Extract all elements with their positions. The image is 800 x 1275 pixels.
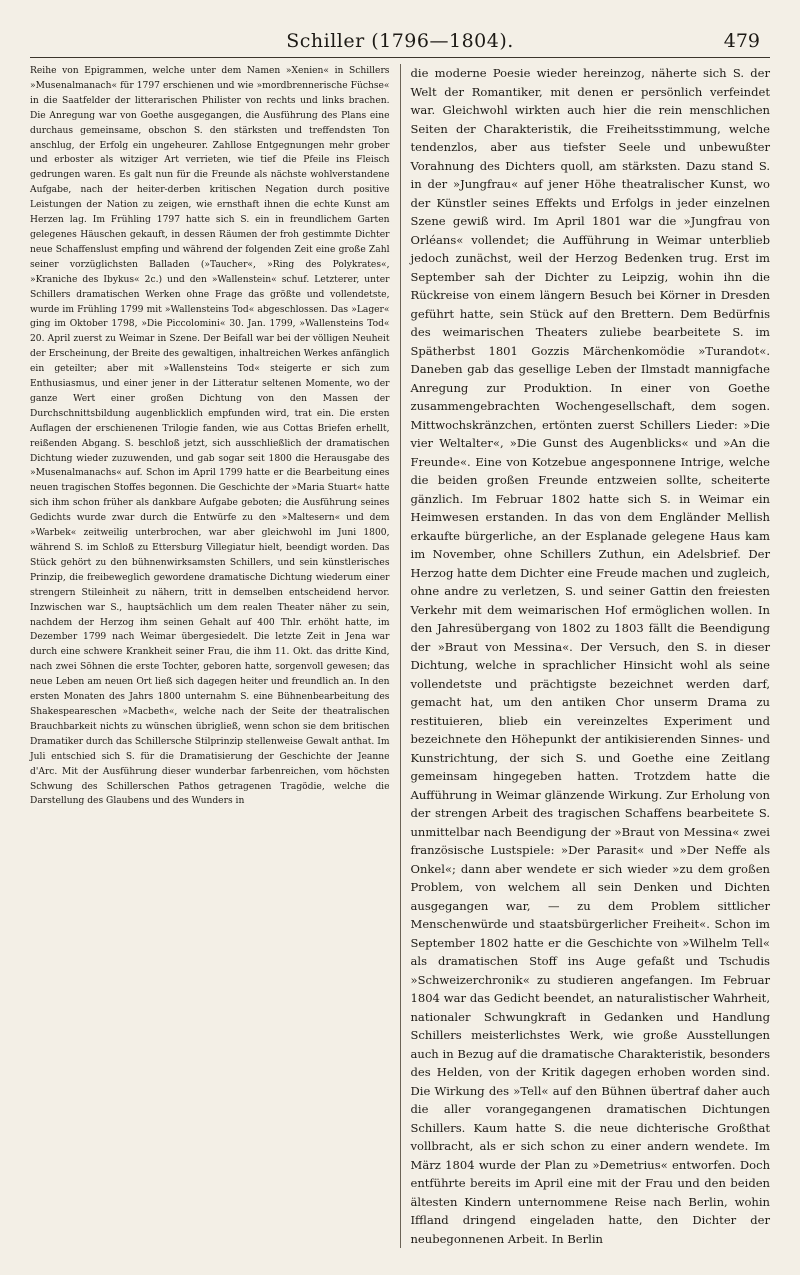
right-column-text: die moderne Poesie wieder hereinzog, näherte sich S. der Welt der Romantiker, mit denen er persönlich verfeindet war. Gleichwohl wirkten auch hier die rein menschlichen Seiten der Charakteristik, die Freiheitsstimmung, welche tendenzlos, aber aus tiefster Seele und unbewußter Vorahnung des Dichters quoll, am stärksten. Dazu stand S. in der »Jungfrau« auf jener Höhe theatralischer Kunst, wo der Künstler seines Effekts und Erfolgs in jeder einzelnen Szene gewiß wird. Im April 1801 war die »Jungfrau von Orléans« vollendet; die Aufführung in Weimar unterblieb jedoch zunächst, weil der Herzog Bedenken trug. Erst im September sah der Dichter zu Leipzig, wohin ihn die Rückreise von einem längern Besuch bei Körner in Dresden geführt hatte, sein Stück auf den Brettern. Dem Bedürfnis des weimarischen Theaters zuliebe bearbeitete S. im Spätherbst 1801 Gozzis Märchenkomödie »Turandot«. Daneben gab das gesellige Leben der Ilmstadt mannigfache Anregung zur Produktion. In einer von Goethe zusammengebrachten Wochengesellschaft, dem sogen. Mittwochskränzchen, ertönten zuerst Schillers Lieder: »Die vier Weltalter«, »Die Gunst des Augenblicks« und »An die Freunde«. Eine von Kotzebue angesponnene Intrige, welche die beiden großen Freunde entzweien sollte, scheiterte gänzlich. Im Februar 1802 hatte sich S. in Weimar ein Heimwesen erstanden. In das von dem Engländer Mellish erkaufte bürgerliche, an der Esplanade gelegene Haus kam im November, ohne Schillers Zuthun, ein Adelsbrief. Der Herzog hatte dem Dichter eine Freude machen und zugleich, ohne andre zu verletzen, S. und seiner Gattin den freiesten Verkehr mit dem weimarischen Hof ermöglichen wollen. In den Jahresübergang von 1802 zu 1803 fällt die Beendigung der »Braut von Messina«. Der Versuch, den S. in dieser Dichtung, welche in sprachlicher Hinsicht wohl als seine vollendetste und prächtigste bezeichnet werden darf, gemacht hat, um den antiken Chor unserm Drama zu restituieren, blieb ein vereinzeltes Experiment und bezeichnete den Höhepunkt der antikisierenden Sinnes- und Kunstrichtung, der sich S. und Goethe eine Zeitlang gemeinsam hingegeben hatten. Trotzdem hatte die Aufführung in Weimar glänzende Wirkung. Zur Erholung von der strengen Arbeit des tragischen Schaffens bearbeitete S. unmittelbar nach Beendigung der »Braut von Messina« zwei französische Lustspiele: »Der Parasit« und »Der Neffe als Onkel«; dann aber wendete er sich wieder »zu dem großen Problem, von welchem all sein Denken und Dichten ausgegangen war, — zu dem Problem sittlicher Menschenwürde und staatsbürgerlicher Freiheit«. Schon im September 1802 hatte er die Geschichte von »Wilhelm Tell« als dramatischen Stoff ins Auge gefaßt und Tschudis »Schweizerchronik« zu studieren angefangen. Im Februar 1804 war das Gedicht beendet, an naturalistischer Wahrheit, nationaler Schwungkraft in Gedanken und Handlung Schillers meisterlichstes Werk, wie große Ausstellungen auch in Bezug auf die dramatische Charakteristik, besonders des Helden, von der Kritik dagegen erhoben worden sind. Die Wirkung des »Tell« auf den Bühnen übertraf daher auch die aller vorangegangenen dramatischen Dichtungen Schillers. Kaum hatte S. die neue dichterische Großthat vollbracht, als er sich schon zu einer andern wendete. Im März 1804 wurde der Plan zu »Demetrius« entworfen. Doch entführte bereits im April eine mit der Frau und den beiden ältesten Kindern unternommene Reise nach Berlin, wohin Iffland dringend eingeladen hatte, den Dichter der neubegonnenen Arbeit. In Berlin xyxy=(410,66,770,1246)
right-column xyxy=(400,64,771,1248)
left-column-text: Reihe von Epigrammen, welche unter dem Namen »Xenien« in Schillers »Musenalmanach« für 1797 erschienen und wie »mordbrennerische Füchse« in die Saatfelder der litterarischen Philister von rechts und links brachen. Die Anregung war von Goethe ausgegangen, die Ausführung des Plans eine durchaus gemeinsame, obschon S. den stärksten und treffendsten Ton anschlug, der Erfolg ein ungeheurer. Zahllose Entgegnungen mehr grober und erboster als witziger Art verrieten, wie tief die Pfeile ins Fleisch gedrungen waren. Es galt nun für die Freunde als nächste wohlverstandene Aufgabe, nach der heiter-derben kritischen Negation durch positive Leistungen der Nation zu zeigen, wie ernsthaft ihnen die echte Kunst am Herzen lag. Im Frühling 1797 hatte sich S. ein in freundlichem Garten gelegenes Häuschen gekauft, in dessen Räumen der froh gestimmte Dichter neue Schaffenslust empfing und während der folgenden Zeit eine große Zahl seiner vorzüglichsten Balladen (»Taucher«, »Ring des Polykrates«, »Kraniche des Ibykus« 2c.) und den »Wallenstein« schuf. Letzterer, unter Schillers dramatischen Werken ohne Frage das größte und vollendetste, wurde im Frühling 1799 mit »Wallensteins Tod« abgeschlossen. Das »Lager« ging im Oktober 1798, »Die Piccolomini« 30. Jan. 1799, »Wallensteins Tod« 20. April zuerst zu Weimar in Szene. Der Beifall war bei der völligen Neuheit der Erscheinung, der Breite des gewaltigen, inhaltreichen Werkes anfänglich ein geteilter; aber mit »Wallensteins Tod« steigerte er sich zum Enthusiasmus, und einer jener in der Litteratur seltenen Momente, wo der ganze Wert einer großen Dichtung von den Massen der Durchschnittsbildung augenblicklich empfunden wird, trat ein. Die ersten Auflagen der erschienenen Trilogie fanden, wie aus Cottas Briefen erhellt, reißenden Abgang. S. beschloß jetzt, sich ausschließlich der dramatischen Dichtung wieder zuzuwenden, und gab sogar seit 1800 die Herausgabe des »Musenalmanachs« auf. Schon im April 1799 hatte er die Bearbeitung eines neuen tragischen Stoffes begonnen. Die Geschichte der »Maria Stuart« hatte sich ihm schon früher als dankbare Aufgabe geboten; die Ausführung seines Gedichts wurde zwar durch die Entwürfe zu den »Maltesern« und dem »Warbek« zeitweilig unterbrochen, war aber gleichwohl im Juni 1800, während S. im Schloß zu Ettersburg Villegiatur hielt, beendigt worden. Das Stück gehört zu den bühnenwirksamsten Schillers, und sein künstlerisches Prinzip, die freibeweglich gewordene dramatische Dichtung wiederum einer strengern Stileinheit zu nähern, tritt in demselben entscheidend hervor. Inzwischen war S., hauptsächlich um dem realen Theater näher zu sein, nachdem der Herzog ihm seinen Gehalt auf 400 Thlr. erhöht hatte, im Dezember 1799 nach Weimar übergesiedelt. Die letzte Zeit in Jena war durch eine schwere Krankheit seiner Frau, die ihm 11. Okt. das dritte Kind, nach zwei Söhnen die erste Tochter, geboren hatte, sorgenvoll gewesen; das neue Leben am neuen Ort ließ sich dagegen heiter und freundlich an. In den ersten Monaten des Jahrs 1800 unternahm S. eine Bühnenbearbeitung des Shakespeareschen »Macbeth«, welche nach der Seite der theatralischen Brauchbarkeit nichts zu wünschen übrigließ, wenn schon sie dem britischen Dramatiker durch das Schillersche Stilprinzip stellenweise Gewalt anthat. Im Juli entschied sich S. für die Dramatisierung der Geschichte der Jeanne d'Arc. Mit der Ausführung dieser wunderbar farbenreichen, vom höchsten Schwung des Schillerschen Pathos getragenen Tragödie, welche die Darstellung des Glaubens und des Wunders in xyxy=(30,66,390,807)
text-columns xyxy=(30,64,770,1248)
header-rule xyxy=(30,57,770,58)
page-number: 479 xyxy=(723,30,760,52)
page-header xyxy=(30,26,770,64)
left-column xyxy=(30,64,400,1248)
running-title: Schiller (1796—1804). xyxy=(286,30,514,52)
